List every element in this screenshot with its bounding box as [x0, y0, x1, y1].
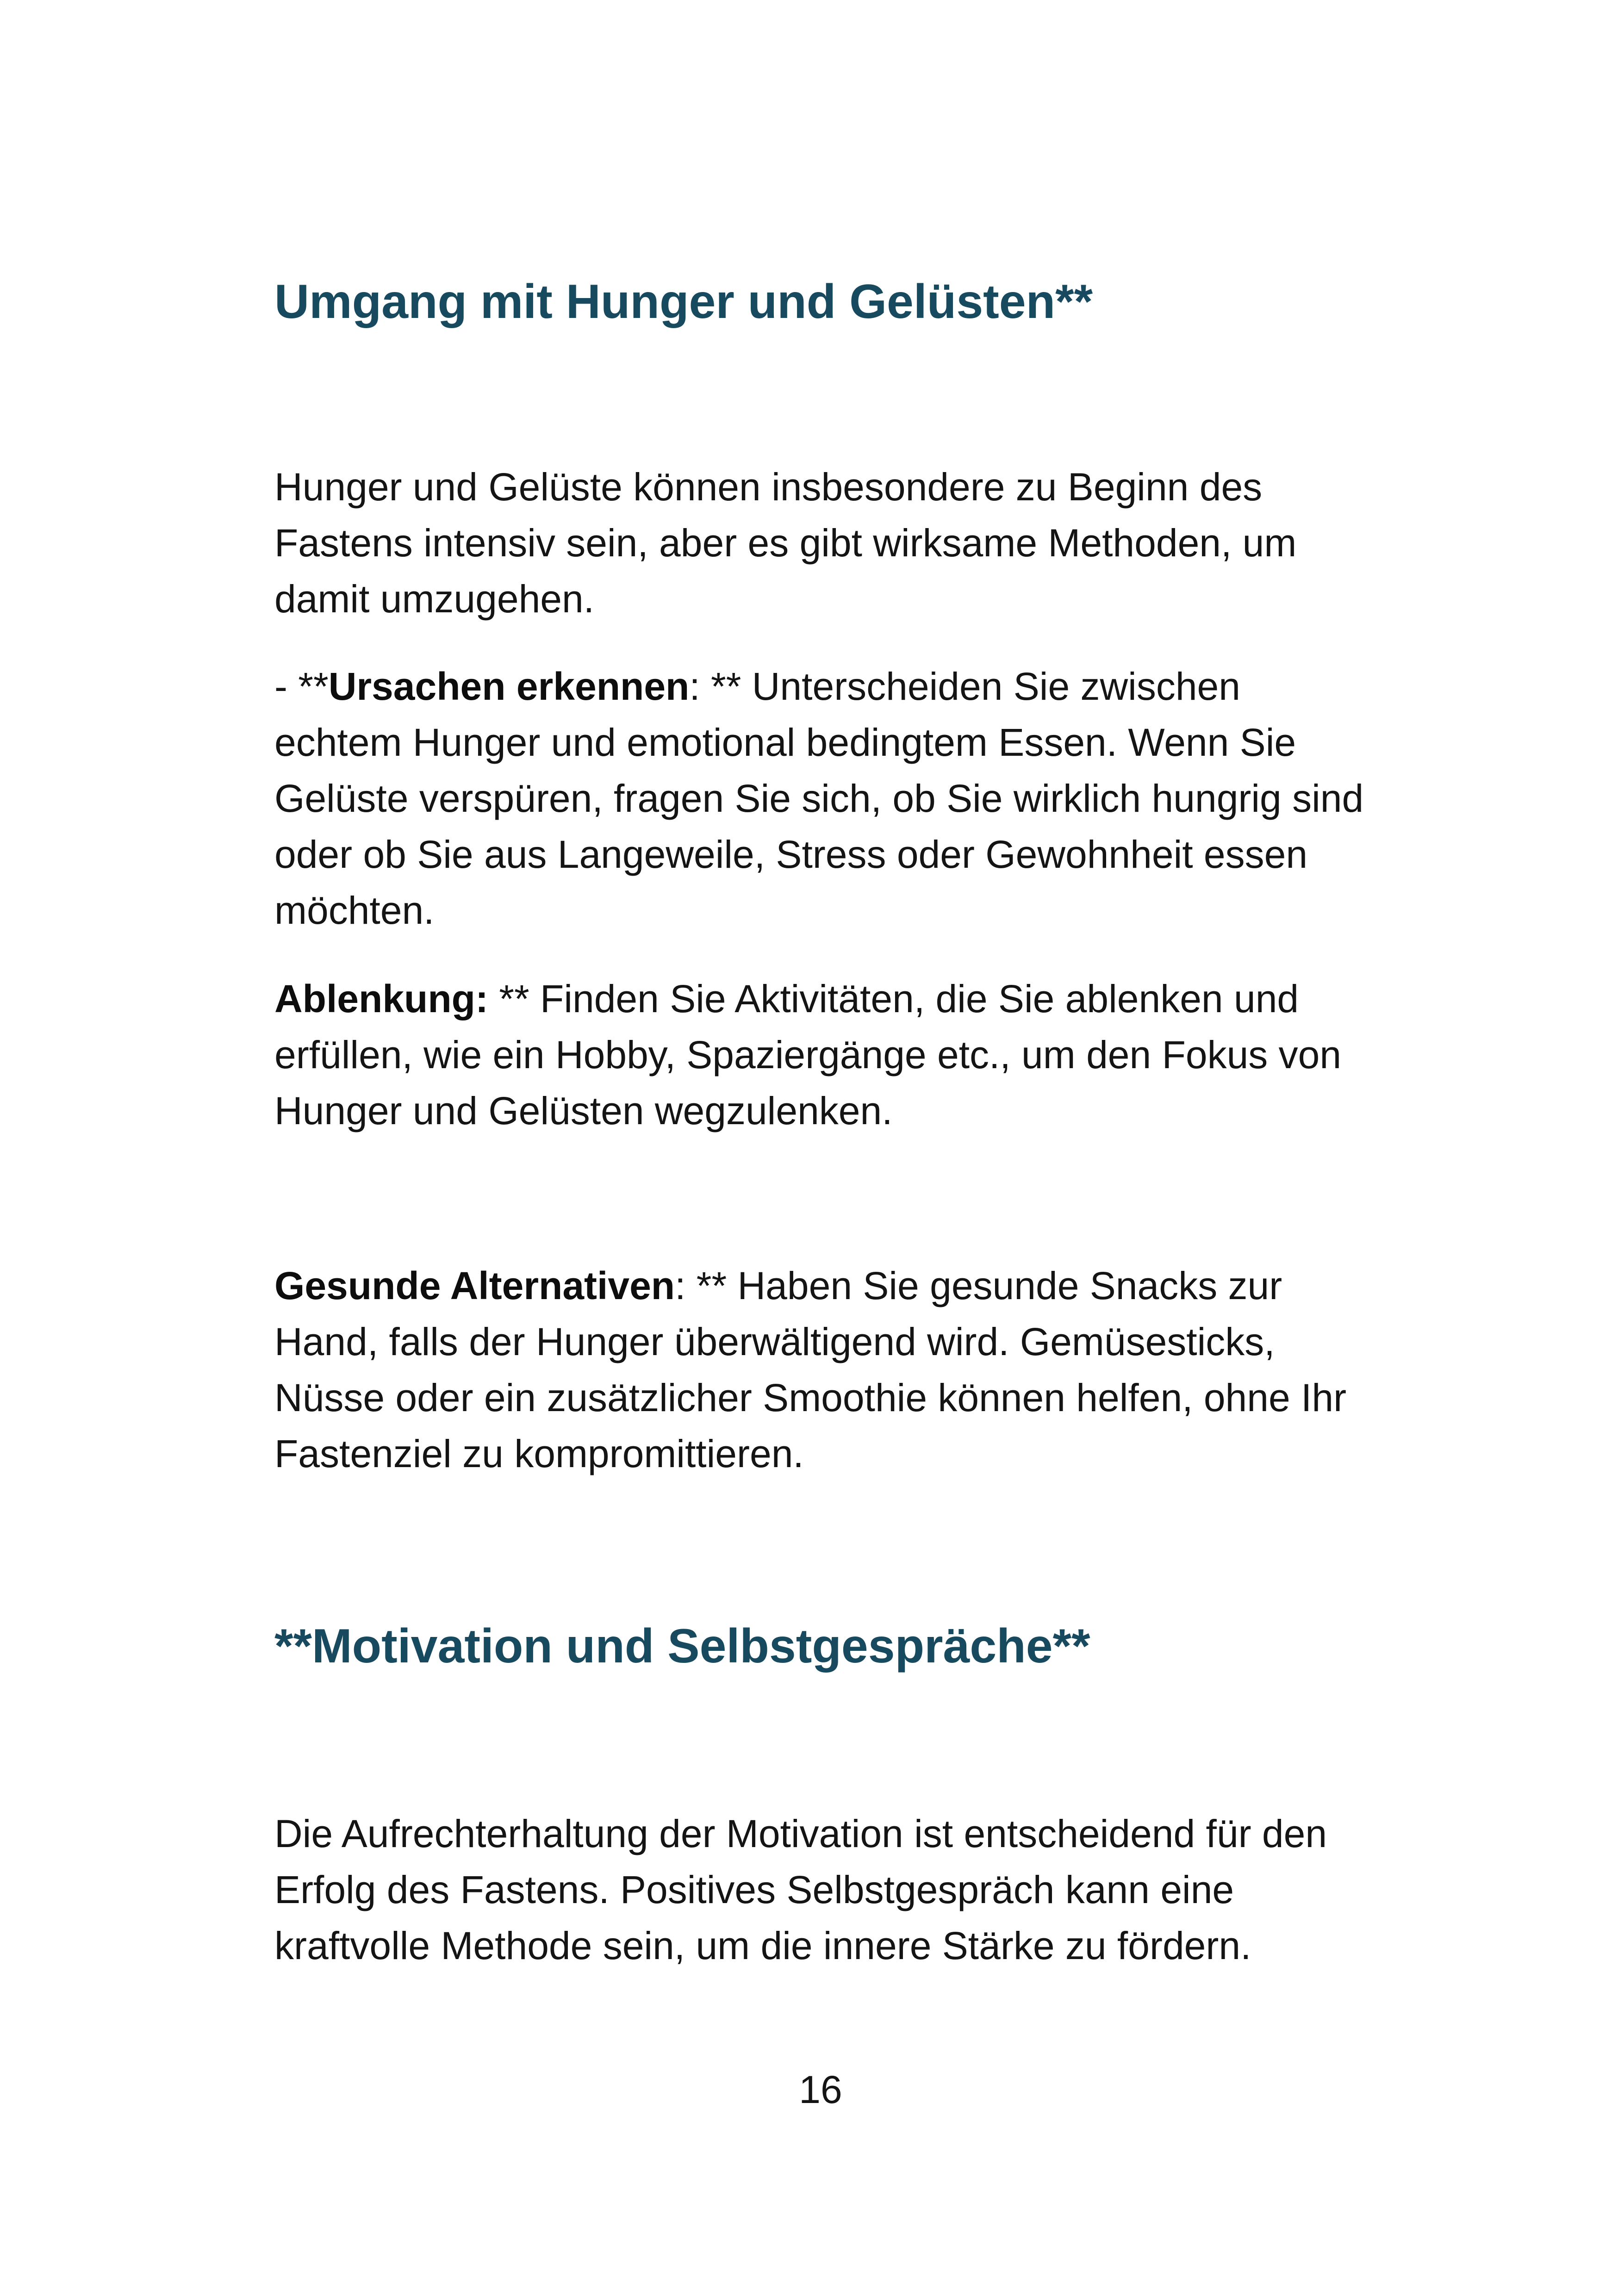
document-page	[274, 0, 1367, 2296]
item-text: : ** Unterscheiden Sie zwischen echtem Hunger und emotional bedingtem Essen. Wenn Sie Gelüste verspüren, fragen Sie sich, ob Sie wirklich hungrig sind oder ob Sie aus Langeweile, Stress oder Gewohnheit essen möchten.	[274, 665, 1364, 932]
section-heading-hunger: Umgang mit Hunger und Gelüsten**	[274, 275, 1093, 329]
item-term: Ursachen erkennen	[328, 665, 690, 708]
page-number: 16	[799, 2068, 842, 2111]
paragraph-hunger-intro: Hunger und Gelüste können insbesondere zu Beginn des Fastens intensiv sein, aber es gibt wirksame Methoden, um damit umzugehen.	[274, 465, 1297, 621]
paragraph-motivation-intro: Die Aufrechterhaltung der Motivation ist entscheidend für den Erfolg des Fastens. Positives Selbstgespräch kann eine kraftvolle Methode sein, um die innere Stärke zu fördern.	[274, 1812, 1327, 1967]
item-term: Ablenkung:	[274, 977, 488, 1020]
item-prefix: - **	[274, 665, 329, 708]
section-heading-motivation: **Motivation und Selbstgespräche**	[274, 1619, 1090, 1673]
list-item-ursachen	[274, 659, 1367, 939]
item-term: Gesunde Alternativen	[274, 1264, 675, 1307]
list-item-gesunde-alternativen	[274, 1258, 1367, 1482]
item-text: ** Finden Sie Aktivitäten, die Sie ablenken und erfüllen, wie ein Hobby, Spaziergänge etc., um den Fokus von Hunger und Gelüsten wegzulenken.	[274, 977, 1342, 1132]
item-text: : ** Haben Sie gesunde Snacks zur Hand, falls der Hunger überwältigend wird. Gemüsesticks, Nüsse oder ein zusätzlicher Smoothie können helfen, ohne Ihr Fastenziel zu kompromittieren.	[274, 1264, 1347, 1475]
list-item-ablenkung	[274, 971, 1367, 1139]
